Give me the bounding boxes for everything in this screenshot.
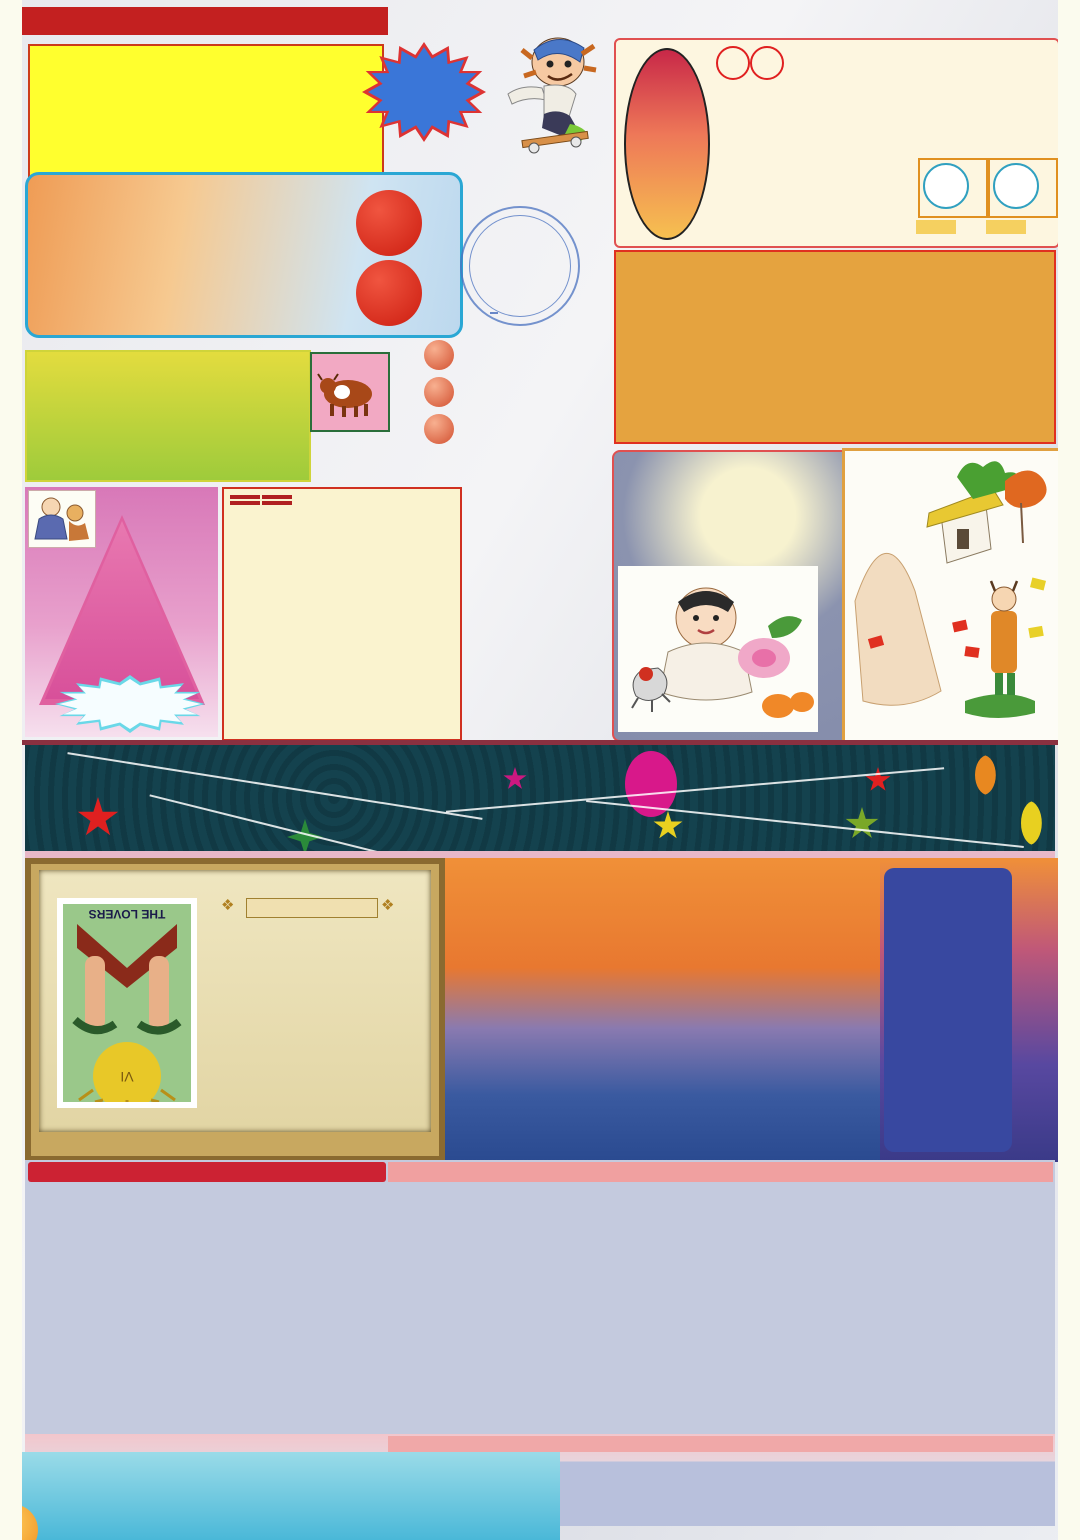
insider-title-char <box>262 495 292 499</box>
god-calc-ball <box>424 340 454 370</box>
hot-ball-badge <box>986 220 1026 234</box>
svg-text:VI: VI <box>120 1069 134 1085</box>
hot-ball-number <box>923 163 969 209</box>
insider-title-char <box>262 501 292 505</box>
stats-number-strip <box>388 1436 1053 1452</box>
tag-ornament: ❖ <box>221 897 235 914</box>
tarot-panel <box>25 858 445 1162</box>
stamp-label <box>490 312 498 314</box>
number-header-strip <box>388 1162 1053 1182</box>
starburst-slogan <box>368 47 480 137</box>
paired-panel-headline <box>716 46 784 84</box>
right-flower-border <box>1058 0 1080 1540</box>
pink-divider <box>25 851 1055 858</box>
paired-panel-sidebar <box>624 48 710 240</box>
results-panel <box>25 1160 1055 1435</box>
footer-flower-row <box>25 1524 1055 1540</box>
results-title-bar <box>28 1162 386 1182</box>
monk-image <box>28 490 96 548</box>
paired-panel-body <box>712 84 924 236</box>
skater-boy-cartoon <box>492 28 614 161</box>
banner-pattern <box>25 745 1055 851</box>
hot-ball-tag <box>988 158 1058 218</box>
insider-panel <box>222 487 462 741</box>
roar-panel <box>614 250 1056 444</box>
tarot-card-image <box>57 898 197 1108</box>
stamp-inner-ring <box>469 215 571 317</box>
hot-ball-badge <box>916 220 956 234</box>
hint-star <box>59 679 201 729</box>
fate-panel <box>880 858 1058 1162</box>
mystic-banner <box>25 745 1055 851</box>
insider-title <box>230 495 294 505</box>
landscape-painting <box>842 448 1064 744</box>
fate-panel-inner <box>884 868 1012 1152</box>
poem-lines <box>33 352 309 480</box>
svg-text:THE LOVERS: THE LOVERS <box>88 907 166 921</box>
five-line-poem-panel <box>25 350 311 482</box>
insider-body <box>298 495 456 731</box>
zodiac-wheel <box>445 858 880 1162</box>
double-pick-circle <box>356 260 422 326</box>
left-flower-border <box>0 0 22 1540</box>
insider-title-char <box>230 495 260 499</box>
god-calc-ball <box>424 377 454 407</box>
tarot-card-name <box>246 898 378 918</box>
zodiac-panel <box>445 858 880 1162</box>
tag-ornament: ❖ <box>381 897 395 914</box>
insider-title-char <box>230 501 260 505</box>
circled-number <box>750 46 784 80</box>
hot-ball-tag <box>918 158 988 218</box>
official-stamp <box>460 206 580 326</box>
hot-ball-number <box>993 163 1039 209</box>
cow-image <box>310 352 390 432</box>
god-calc-ball <box>424 414 454 444</box>
masthead-brand <box>20 7 388 35</box>
circled-number <box>716 46 750 80</box>
baby-chicken-image <box>618 566 818 732</box>
big-pick-circle <box>356 190 422 256</box>
paired-number-panel <box>614 38 1060 248</box>
insider-tip <box>234 567 294 733</box>
